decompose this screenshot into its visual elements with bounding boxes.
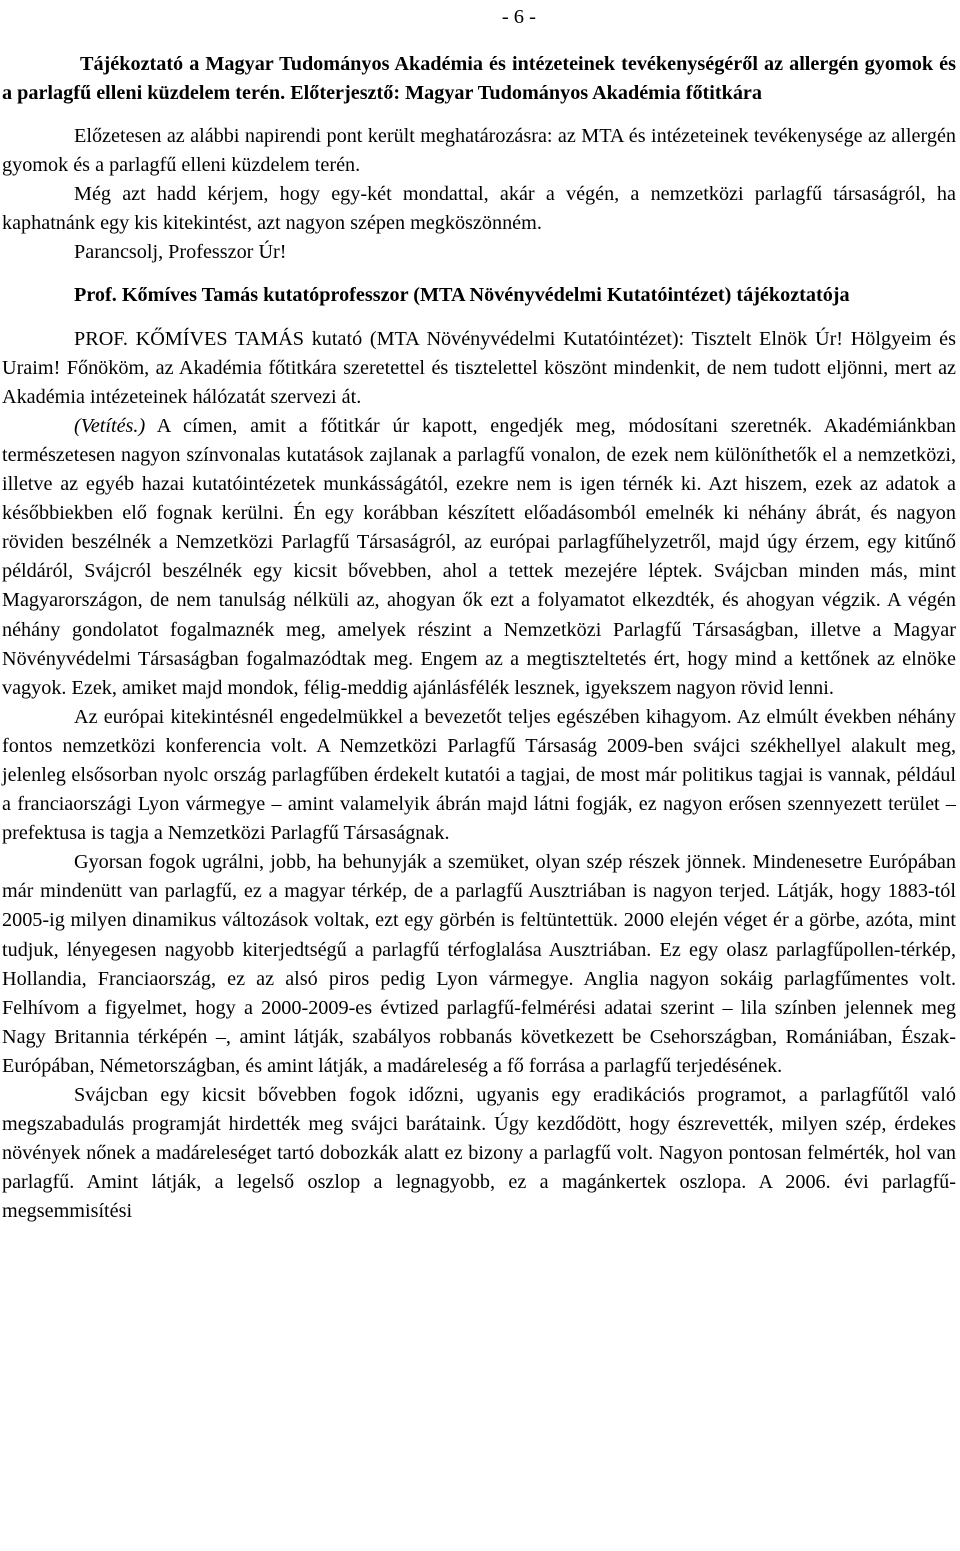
- paragraph-projection: [2, 412, 956, 703]
- paragraph-projection-text: A címen, amit a főtitkár úr kapott, engedjék meg, módosítani szeretnék. Akadémiánkban természetesen nagyon színvonalas kutatások zajlanak a parlagfű vonalon, de ezek nem különíthetők el a nemzetközi, illetve az egyéb hazai kutatóintézetek munkásságától, ezekre nem is igen térnék ki. Azt hiszem, ezek az adatok a későbbiekben elő fognak kerülni. Én egy korábban készített előadásomból emelnék ki néhány ábrát, és nagyon röviden beszélnék a Nemzetközi Parlagfű Társaságról, az európai parlagfűhelyzetről, majd úgy érzem, egy kitűnő példáról, Svájcról beszélnék egy kicsit bővebben, ahol a tettek mezejére léptek. Svájcban minden más, mint Magyarországon, de nem tanulság nélküli az, ahogyan ők ezt a folyamatot elkezdték, és ahogyan végzik. A végén néhány gondolatot fogalmaznék meg, amelyek részint a Nemzetközi Parlagfű Társaságban, illetve a Magyar Növényvédelmi Társaságban fogalmazódtak meg. Engem az a megtiszteltetés ért, hogy mind a kettőnek az elnöke vagyok. Ezek, amiket majd mondok, félig-meddig ajánlásfélék lesznek, igyekszem nagyon rövid lenni.: [2, 414, 956, 699]
- speaker-heading: Prof. Kőmíves Tamás kutatóprofesszor (MTA Növényvédelmi Kutatóintézet) tájékoztatója: [74, 284, 850, 307]
- paragraph-switzerland: Svájcban egy kicsit bővebben fogok időzni, ugyanis egy eradikációs programot, a parlagfűtől való megszabadulás programját hirdették meg svájci barátaink. Úgy kezdődött, hogy észrevették, milyen szép, érdekes növények nőnek a madáreleséget tartó dobozkák alatt ez bizony a parlagfű volt. Nagyon pontosan felmérték, hol van parlagfű. Amint látják, a legelső oszlop a legnagyobb, ez a magánkertek oszlopa. A 2006. évi parlagfű-megsemmisítési: [2, 1084, 956, 1223]
- paragraph-european-overview: Az európai kitekintésnél engedelmükkel a bevezetőt teljes egészében kihagyom. Az elmúlt években néhány fontos nemzetközi konferencia volt. A Nemzetközi Parlagfű Társaság 2009-ben svájci székhellyel alakult meg, jelenleg elsősorban nyolc ország parlagfűben érdekelt kutatói a tagjai, de most már politikus tagjai is vannak, például a franciaországi Lyon vármegye – amint valamelyik ábrán majd látni fogják, ez nagyon erősen szennyezett terület – prefektusa is tagja a Nemzetközi Parlagfű Társaságnak.: [2, 705, 956, 845]
- stage-direction: (Vetítés.): [74, 414, 146, 437]
- paragraph-intro: Előzetesen az alábbi napirendi pont került meghatározásra: az MTA és intézeteinek tevékenysége az allergén gyomok és a parlagfű elleni küzdelem terén.: [2, 125, 956, 177]
- page-number: - 6 -: [501, 6, 536, 28]
- agenda-title: [2, 50, 956, 108]
- paragraph-ragweed-spread: Gyorsan fogok ugrálni, jobb, ha behunyják a szemüket, olyan szép részek jönnek. Mindenesetre Európában már mindenütt van parlagfű, ez a magyar térkép, de a parlagfű Ausztriában is nagyon terjed. Látják, hogy 1883-tól 2005-ig milyen dinamikus változások voltak, ezt egy görbén is feltüntettük. 2000 elején véget ér a görbe, azóta, mint tudjuk, lényegesen nagyobb kiterjedtségű a parlagfű térfoglalása Ausztriában. Ez egy olasz parlagfűpollen-térkép, Hollandia, Franciaország, ez az alsó piros pedig Lyon vármegye. Anglia nagyon sokáig parlagfűmentes volt. Felhívom a figyelmet, hogy a 2000-2009-es évtized parlagfű-felmérési adatai szerint – lila színben jelennek meg Nagy Britannia térképén –, amint látják, szabályos robbanás következett be Csehországban, Romániában, Észak-Európában, Németországban, és amint látják, a madáreleség a fő forrása a parlagfű terjedésének.: [2, 851, 956, 1077]
- agenda-title-presenter: Előterjesztő: Magyar Tudományos Akadémia főtitkára: [290, 82, 762, 104]
- paragraph-invitation: Parancsolj, Professzor Úr!: [74, 241, 287, 264]
- agenda-title-main: Tájékoztató a Magyar Tudományos Akadémia és intézeteinek tevékenységéről az allergén gyomok és a parlagfű elleni küzdelem terén.: [2, 53, 956, 104]
- paragraph-request: Még azt hadd kérjem, hogy egy-két mondattal, akár a végén, a nemzetközi parlagfű társaságról, ha kaphatnánk egy kis kitekintést, azt nagyon szépen megköszönném.: [2, 183, 956, 235]
- paragraph-speaker-opening: PROF. KŐMÍVES TAMÁS kutató (MTA Növényvédelmi Kutatóintézet): Tisztelt Elnök Úr! Hölgyeim és Uraim! Főnököm, az Akadémia főtitkára szeretettel és tisztelettel köszönt mindenkit, de nem tudott eljönni, mert az Akadémia intézeteinek hálózatát szervezi át.: [2, 327, 956, 408]
- document-body: [2, 50, 956, 1226]
